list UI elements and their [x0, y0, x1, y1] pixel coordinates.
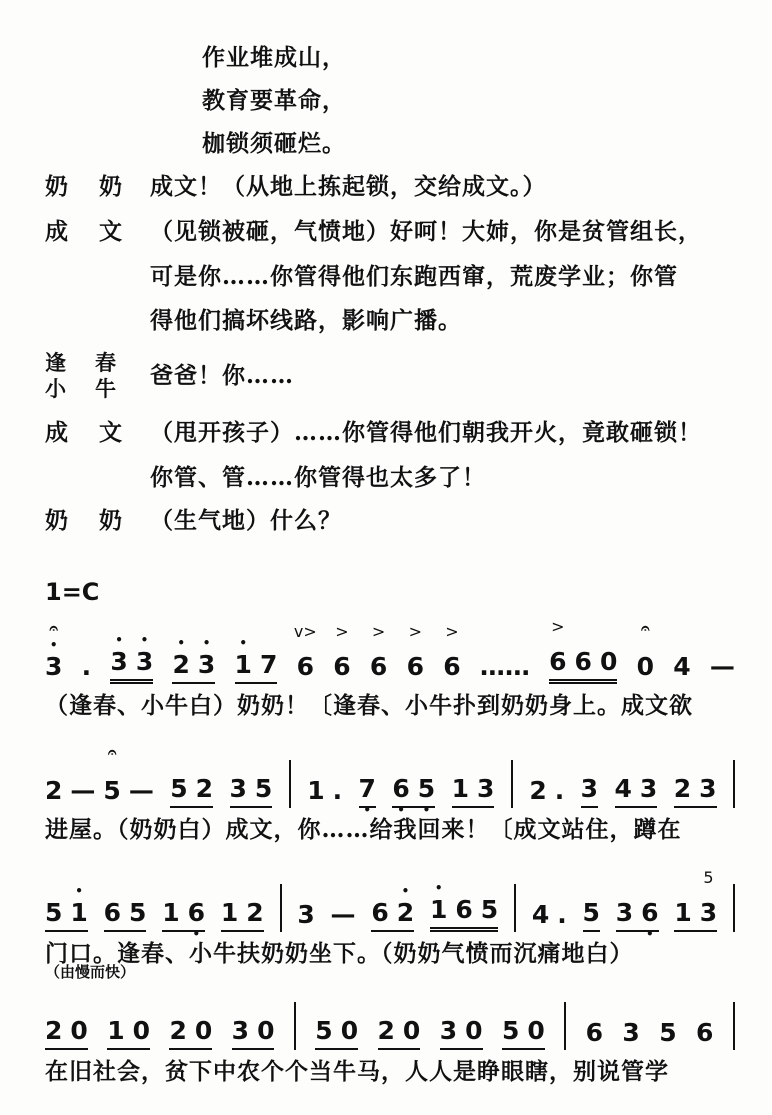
note-digit: 3	[439, 1016, 458, 1045]
note	[532, 901, 549, 929]
verse-line: 作业堆成山，	[202, 44, 346, 71]
note-group	[583, 899, 600, 932]
octave-dot-above: •	[202, 636, 211, 650]
note	[70, 777, 95, 805]
note-digit: 3	[615, 898, 634, 927]
octave-dot-above: •	[401, 884, 410, 898]
note	[440, 1017, 457, 1045]
dialogue-line: 你管、管……你管得也太多了！	[150, 464, 486, 491]
octave-dot-above: •	[115, 633, 123, 647]
bar-line	[514, 884, 516, 932]
note-digit: 3	[639, 774, 658, 803]
accent-mark: >	[371, 622, 386, 641]
note-digit: 6	[574, 647, 592, 676]
note	[255, 775, 272, 803]
note-digit: —	[709, 652, 735, 681]
note	[162, 899, 179, 927]
note-digit: 2	[172, 650, 190, 679]
notation-line	[45, 617, 735, 684]
note-digit: 0	[402, 1016, 421, 1045]
note-digit: 3	[135, 647, 154, 676]
dialogue-line: 成文！（从地上拣起锁，交给成文。）	[150, 173, 547, 200]
note	[640, 775, 657, 803]
note	[70, 884, 88, 927]
accent-mark: >	[408, 622, 422, 641]
key-signature: 1=C	[45, 578, 100, 606]
octave-dot-above: •	[75, 884, 83, 898]
note-digit: .	[81, 652, 92, 681]
note-group	[110, 633, 154, 684]
notation-line	[45, 743, 735, 817]
note	[455, 896, 472, 924]
note-digit: 2	[195, 774, 214, 803]
note-group	[230, 775, 273, 808]
lyrics-line: （逢春、小牛白）奶奶！〔逢春、小牛扑到奶奶身上。成文欲	[45, 692, 693, 719]
note-digit: 2	[396, 898, 415, 927]
note	[197, 636, 216, 679]
note	[396, 884, 415, 927]
note	[673, 653, 690, 681]
note-digit: —	[330, 900, 356, 929]
accent-mark: >	[335, 622, 349, 641]
note-digit: 1	[429, 895, 448, 924]
note-digit: 5	[480, 895, 499, 924]
octave-dot-above: •	[49, 638, 58, 652]
note-digit: 5	[582, 898, 600, 927]
dialogue-line: （生气地）什么？	[150, 507, 342, 534]
note	[45, 777, 62, 805]
note	[615, 775, 632, 803]
note-digit: 6	[333, 652, 351, 681]
note-digit: 6	[641, 898, 659, 927]
notation-line	[45, 990, 735, 1050]
bar-line	[294, 1002, 296, 1050]
note-digit: 6	[549, 647, 567, 676]
note	[557, 901, 567, 929]
note	[710, 653, 735, 681]
note-group	[674, 868, 718, 932]
note-digit: 3	[622, 1018, 640, 1047]
tempo-marking: （由慢而快）	[45, 963, 136, 981]
note-group	[333, 622, 351, 684]
note-group	[378, 1017, 421, 1050]
note	[333, 622, 351, 681]
speaker-name: 成 文	[45, 218, 126, 245]
note-group	[673, 653, 690, 684]
note-digit: 5	[659, 1018, 677, 1047]
note-digit: 1	[307, 776, 325, 805]
note-group	[45, 1017, 88, 1050]
lyrics-line: 门口。逢春、小牛扶奶奶坐下。（奶奶气愤而沉痛地白）	[45, 940, 634, 967]
note-group	[480, 653, 530, 684]
note	[103, 743, 121, 805]
note-group	[221, 899, 264, 932]
note	[480, 653, 530, 681]
note-digit: 7	[358, 774, 376, 803]
note	[45, 1017, 62, 1045]
note	[465, 1017, 482, 1045]
note	[187, 898, 206, 941]
note	[333, 777, 343, 805]
note-group	[392, 774, 436, 817]
note-group	[529, 777, 564, 808]
note-digit: 3	[477, 774, 495, 803]
note	[586, 1019, 603, 1047]
note	[417, 774, 436, 817]
note-digit: 6	[406, 652, 424, 681]
accent-mark: >	[445, 622, 459, 641]
note-digit: 0	[636, 652, 654, 681]
note	[307, 777, 324, 805]
note	[70, 1017, 87, 1045]
note	[110, 633, 128, 676]
fermata-icon: 𝄐	[49, 619, 58, 637]
note	[581, 775, 598, 803]
note-digit: 6	[369, 652, 388, 681]
note-digit: 4	[673, 652, 691, 681]
note-digit: 2	[377, 1016, 395, 1045]
note-group	[162, 898, 206, 941]
note-digit: 3	[231, 1016, 250, 1045]
note-digit: 1	[451, 774, 470, 803]
note-digit: 6	[696, 1018, 714, 1047]
note-group	[82, 653, 92, 684]
note-group	[710, 653, 735, 684]
note	[170, 775, 187, 803]
note-group	[452, 775, 495, 808]
note-digit: 5	[315, 1016, 333, 1045]
note	[674, 775, 691, 803]
note-group	[440, 1017, 483, 1050]
note-group	[45, 743, 154, 808]
note-digit: .	[557, 900, 567, 929]
note	[169, 1017, 186, 1045]
note-digit: 4	[531, 900, 550, 929]
note-digit: 3	[45, 652, 63, 681]
note-group	[358, 774, 376, 817]
note	[234, 636, 252, 679]
note-group	[104, 899, 147, 932]
dialogue-line: （见锁被砸，气愤地）好呵！大姉，你是贫管组长，	[150, 218, 702, 245]
note	[371, 899, 388, 927]
bar-line	[280, 884, 282, 932]
note-digit: 0	[132, 1016, 151, 1045]
lyrics-line: 在旧社会，贫下中农个个当牛马，人人是睁眼瞎，别说管学	[45, 1058, 669, 1085]
note-digit: 3	[699, 774, 717, 803]
octave-dot-below: •	[422, 803, 431, 817]
note	[378, 1017, 395, 1045]
verse-line: 枷锁须砸烂。	[202, 130, 346, 157]
note	[232, 1017, 249, 1045]
note	[529, 777, 546, 805]
note-digit: 1	[107, 1016, 125, 1045]
note-digit: 1	[162, 898, 180, 927]
verse-line: 教育要革命，	[202, 87, 346, 114]
note	[246, 899, 263, 927]
note	[600, 648, 617, 676]
note-digit: 1	[234, 650, 252, 679]
note-digit: 6	[455, 895, 473, 924]
note	[297, 901, 314, 929]
note	[429, 881, 448, 924]
speaker-name: 小 牛	[45, 376, 120, 401]
note-digit: ……	[479, 652, 530, 681]
note-digit: 2	[529, 776, 547, 805]
note	[641, 898, 659, 941]
note	[392, 774, 410, 817]
note-group	[549, 617, 618, 684]
note-digit: 6	[371, 898, 389, 927]
note-group	[170, 775, 213, 808]
note	[696, 1019, 713, 1047]
note	[221, 899, 238, 927]
note-group	[429, 881, 499, 932]
note	[699, 775, 716, 803]
note	[452, 775, 469, 803]
note	[674, 899, 691, 927]
note	[129, 899, 146, 927]
octave-dot-above: •	[434, 881, 443, 895]
note-digit: 6	[585, 1018, 603, 1047]
octave-dot-below: •	[363, 803, 372, 817]
note-digit: 2	[673, 774, 692, 803]
note-digit: 6	[392, 774, 410, 803]
note-group	[307, 777, 342, 808]
bar-line	[289, 760, 291, 808]
speaker-name: 奶 奶	[45, 173, 126, 200]
accent-mark: 5	[703, 868, 714, 887]
note-digit: 3	[197, 650, 216, 679]
note	[477, 775, 494, 803]
note-digit: 1	[70, 898, 88, 927]
lyrics-line: 进屋。（奶奶白）成文，你……给我回来！〔成文站住，蹲在	[45, 816, 682, 843]
fermata-icon: 𝄐	[641, 619, 650, 637]
note-group	[315, 1017, 358, 1050]
note-group	[297, 901, 314, 932]
note	[549, 617, 567, 676]
note-group	[169, 1017, 212, 1050]
note-digit: 4	[614, 774, 632, 803]
note-group	[636, 619, 654, 684]
note-digit: —	[70, 776, 96, 805]
note-group	[107, 1017, 150, 1050]
note	[406, 622, 424, 681]
note-digit: 5	[417, 774, 436, 803]
bar-line	[564, 1002, 566, 1050]
note	[636, 619, 654, 681]
note-digit: 3	[580, 774, 599, 803]
notation-line	[45, 868, 735, 941]
note-digit: 3	[297, 900, 315, 929]
note-digit: 7	[259, 650, 278, 679]
note-digit: 0	[599, 647, 618, 676]
note-group	[696, 1019, 713, 1050]
note-digit: 6	[103, 898, 122, 927]
note-digit: 1	[220, 898, 239, 927]
speaker-name: 奶 奶	[45, 507, 126, 534]
note	[45, 899, 62, 927]
note	[196, 775, 213, 803]
octave-dot-above: •	[177, 636, 186, 650]
speaker-name: 逢 春	[45, 350, 120, 375]
note-group	[45, 619, 63, 684]
note-digit: 5	[170, 774, 188, 803]
note-digit: 5	[45, 898, 63, 927]
note-group	[369, 622, 388, 684]
note-group	[674, 775, 717, 808]
note	[616, 899, 633, 927]
dialogue-line: 可是你……你管得他们东跑西窜，荒废学业；你管	[150, 263, 678, 290]
note-group	[406, 622, 424, 684]
bar-line	[511, 760, 513, 808]
note-digit: 0	[257, 1016, 275, 1045]
note-group	[45, 884, 88, 932]
note	[260, 651, 277, 679]
note-group	[586, 1019, 603, 1050]
note	[230, 775, 247, 803]
note-digit: 2	[45, 776, 63, 805]
note	[403, 1017, 420, 1045]
note-digit: 0	[194, 1016, 213, 1045]
note-group	[532, 901, 567, 932]
note	[502, 1017, 519, 1045]
note	[135, 633, 154, 676]
note-digit: 0	[527, 1016, 545, 1045]
note-group	[293, 622, 317, 684]
octave-dot-above: •	[239, 636, 248, 650]
dialogue-line: （甩开孩子）……你管得他们朝我开火，竟敢砸锁！	[150, 419, 702, 446]
fermata-icon: 𝄐	[107, 743, 117, 761]
note	[575, 648, 592, 676]
note-group	[659, 1019, 676, 1050]
note	[659, 1019, 676, 1047]
note	[443, 622, 461, 681]
note	[133, 1017, 150, 1045]
note-digit: 5	[129, 898, 147, 927]
note	[293, 622, 317, 681]
note-digit: 3	[110, 647, 128, 676]
note-digit: 5	[254, 774, 273, 803]
note-digit: .	[332, 776, 343, 805]
note-digit: 0	[465, 1016, 483, 1045]
bar-line	[733, 760, 735, 808]
note	[107, 1017, 124, 1045]
note-group	[622, 1019, 639, 1050]
octave-dot-above: •	[140, 633, 149, 647]
note	[195, 1017, 212, 1045]
note-group	[371, 884, 415, 932]
accent-mark: >	[551, 617, 565, 636]
accent-mark: v>	[293, 622, 317, 641]
note-group	[615, 775, 658, 808]
note-group	[331, 901, 356, 932]
note-group	[234, 636, 278, 684]
note	[699, 868, 718, 927]
bar-line	[733, 1002, 735, 1050]
note-digit: 6	[187, 898, 206, 927]
note-digit: 1	[674, 898, 692, 927]
note-digit: 2	[45, 1016, 63, 1045]
note	[358, 774, 376, 817]
note	[481, 896, 498, 924]
dialogue-line: 爸爸！你……	[150, 362, 294, 389]
note-digit: 5	[103, 776, 121, 805]
note-digit: 6	[443, 652, 461, 681]
note	[315, 1017, 332, 1045]
note	[341, 1017, 358, 1045]
note-digit: .	[554, 776, 565, 805]
note-group	[502, 1017, 545, 1050]
note	[257, 1017, 274, 1045]
note-digit: 3	[699, 898, 718, 927]
note-group	[443, 622, 461, 684]
note-digit: 2	[246, 898, 264, 927]
note	[527, 1017, 544, 1045]
note-group	[615, 898, 659, 941]
note	[104, 899, 121, 927]
dialogue-line: 得他们搞坏线路，影响广播。	[150, 307, 462, 334]
note-digit: 3	[229, 774, 247, 803]
note-digit: —	[128, 776, 154, 805]
note	[583, 899, 600, 927]
note-group	[581, 775, 598, 808]
note-digit: 0	[340, 1016, 359, 1045]
note	[45, 619, 63, 681]
note-group	[172, 636, 216, 684]
note	[369, 622, 388, 681]
note-digit: 6	[296, 652, 314, 681]
note	[82, 653, 92, 681]
octave-dot-below: •	[192, 927, 201, 941]
octave-dot-below: •	[646, 927, 654, 941]
note-digit: 2	[169, 1016, 187, 1045]
speaker-name: 成 文	[45, 419, 126, 446]
note-digit: 0	[70, 1016, 88, 1045]
note	[129, 777, 154, 805]
note-digit: 5	[501, 1016, 520, 1045]
note	[622, 1019, 639, 1047]
note	[172, 636, 190, 679]
note	[555, 777, 565, 805]
octave-dot-below: •	[397, 803, 405, 817]
note	[331, 901, 356, 929]
note-group	[232, 1017, 275, 1050]
bar-line	[733, 884, 735, 932]
